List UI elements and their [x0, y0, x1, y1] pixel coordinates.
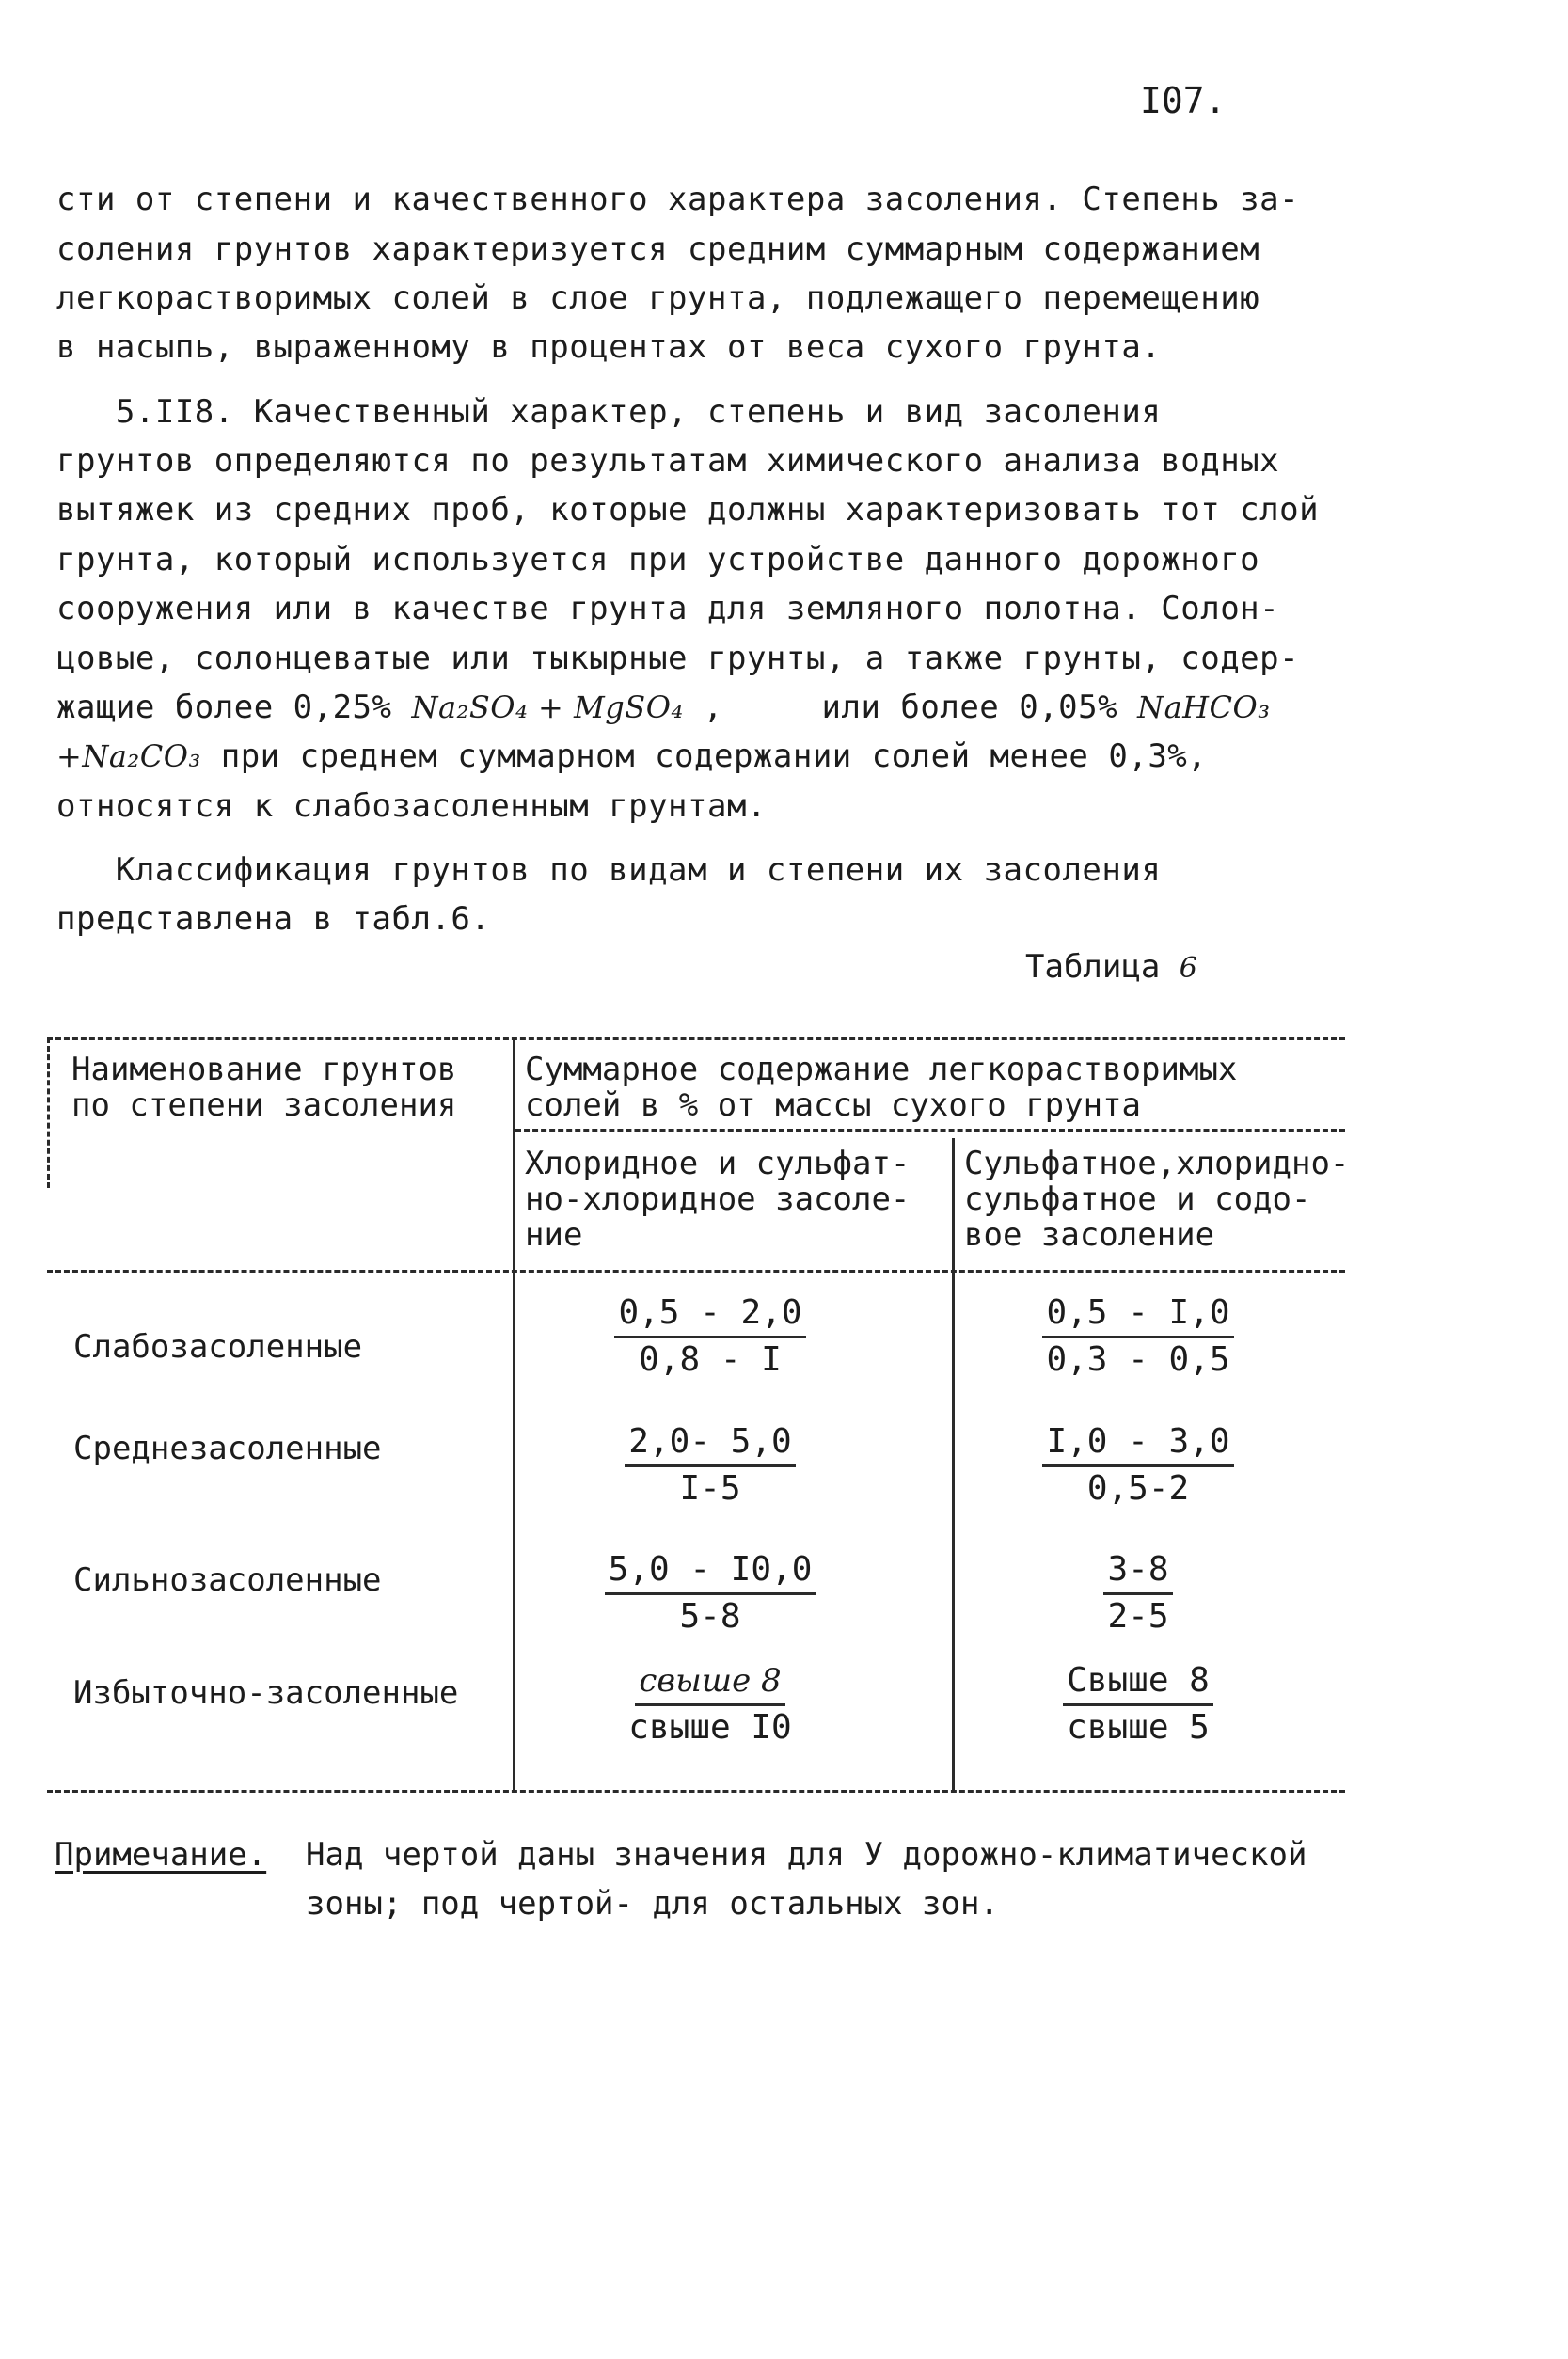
table-subheader-rule	[515, 1129, 1345, 1132]
value-top: 0,5 - I,0	[1042, 1294, 1233, 1338]
row-label-excessive: Избыточно-засоленные	[73, 1674, 459, 1712]
paragraph-line: цовые, солонцеватые или тыкырные грунты, а также грунты, содер-	[56, 640, 1300, 677]
paragraph-line: 5.II8. Качественный характер, степень и вид засоления	[56, 393, 1162, 431]
paragraph-line: легкорастворимых солей в слое грунта, подлежащего перемещению	[56, 279, 1260, 317]
row-label-strong: Сильнозасоленные	[73, 1561, 382, 1599]
value-fraction	[564, 1422, 856, 1511]
row-label-weak: Слабозасоленные	[73, 1328, 363, 1366]
value-fraction	[564, 1293, 856, 1382]
paragraph-line: грунтов определяются по результатам химического анализа водных	[56, 442, 1280, 480]
formula-prefix: жащие более 0,25%	[56, 689, 412, 726]
value-bottom: 0,5-2	[1086, 1469, 1190, 1508]
paragraph-line: относятся к слабозасоленным грунтам.	[56, 787, 767, 825]
header-chloride: Хлоридное и сульфат- но-хлоридное засоле- ние	[525, 1145, 911, 1254]
value-bottom: 0,3 - 0,5	[1046, 1340, 1230, 1379]
handwritten-formula: +Na₂CO₃	[56, 738, 201, 774]
header-soil-name: Наименование грунтов по степени засоления	[71, 1051, 457, 1124]
value-bottom: свыше I0	[628, 1708, 792, 1747]
note-line: зоны; под чертой- для остальных зон.	[306, 1885, 999, 1923]
value-fraction	[564, 1661, 856, 1749]
value-fraction	[997, 1661, 1279, 1749]
value-fraction	[997, 1550, 1279, 1639]
table-caption	[1025, 948, 1197, 986]
table-left-rule	[47, 1037, 50, 1188]
value-bottom: I-5	[679, 1469, 741, 1508]
table-caption-label: Таблица	[1025, 948, 1161, 986]
paragraph-line: Классификация грунтов по видам и степени их засоления	[56, 851, 1162, 889]
note-label: Примечание.	[55, 1836, 267, 1874]
value-bottom: 0,8 - I	[639, 1340, 782, 1379]
value-top: Свыше 8	[1063, 1662, 1213, 1706]
value-bottom: 2-5	[1107, 1597, 1169, 1636]
value-fraction	[997, 1293, 1279, 1382]
handwritten-formula: Na₂SO₄ + MgSO₄	[411, 689, 684, 725]
paragraph-formula-line	[56, 689, 1271, 726]
note-line: Над чертой даны значения для У дорожно-климатической	[306, 1836, 1307, 1874]
header-salt-content: Суммарное содержание легкорастворимых солей в % от массы сухого грунта	[525, 1051, 1238, 1124]
header-sulfate: Сульфатное,хлоридно- сульфатное и содо- вое засоление	[964, 1145, 1350, 1254]
paragraph-line: соления грунтов характеризуется средним суммарным содержанием	[56, 230, 1260, 268]
paragraph-line: в насыпь, выраженному в процентах от веса сухого грунта.	[56, 328, 1162, 366]
table-subcolumn-divider	[952, 1138, 955, 1790]
handwritten-formula: NaHCO₃	[1137, 689, 1271, 725]
paragraph-line: грунта, который используется при устройстве данного дорожного	[56, 541, 1260, 578]
paragraph-formula-line	[56, 737, 1207, 775]
page-number: I07.	[1140, 80, 1227, 121]
table-bottom-rule	[47, 1790, 1345, 1793]
value-top: I,0 - 3,0	[1042, 1423, 1233, 1467]
value-top: 5,0 - I0,0	[605, 1551, 816, 1595]
value-top: 3-8	[1103, 1551, 1172, 1595]
value-bottom: свыше 5	[1067, 1708, 1210, 1747]
formula-suffix: при среднем суммарном содержании солей менее 0,3%,	[200, 737, 1208, 775]
value-top: 0,5 - 2,0	[614, 1294, 805, 1338]
value-fraction	[997, 1422, 1279, 1511]
table-column-divider	[513, 1037, 515, 1790]
paragraph-line: сооружения или в качестве грунта для земляного полотна. Солон-	[56, 590, 1280, 627]
value-top: свыше 8	[635, 1662, 784, 1706]
paragraph-line: представлена в табл.6.	[56, 900, 491, 938]
formula-middle: , или более 0,05%	[683, 689, 1138, 726]
table-top-rule	[47, 1037, 1345, 1040]
value-bottom: 5-8	[679, 1597, 741, 1636]
row-label-medium: Среднезасоленные	[73, 1430, 382, 1467]
paragraph-line: вытяжек из средних проб, которые должны характеризовать тот слой	[56, 491, 1320, 529]
paragraph-line: сти от степени и качественного характера засоления. Степень за-	[56, 181, 1300, 218]
table-caption-number: 6	[1179, 952, 1197, 985]
value-top: 2,0- 5,0	[625, 1423, 795, 1467]
table-header-bottom-rule	[47, 1270, 1345, 1273]
value-fraction	[564, 1550, 856, 1639]
